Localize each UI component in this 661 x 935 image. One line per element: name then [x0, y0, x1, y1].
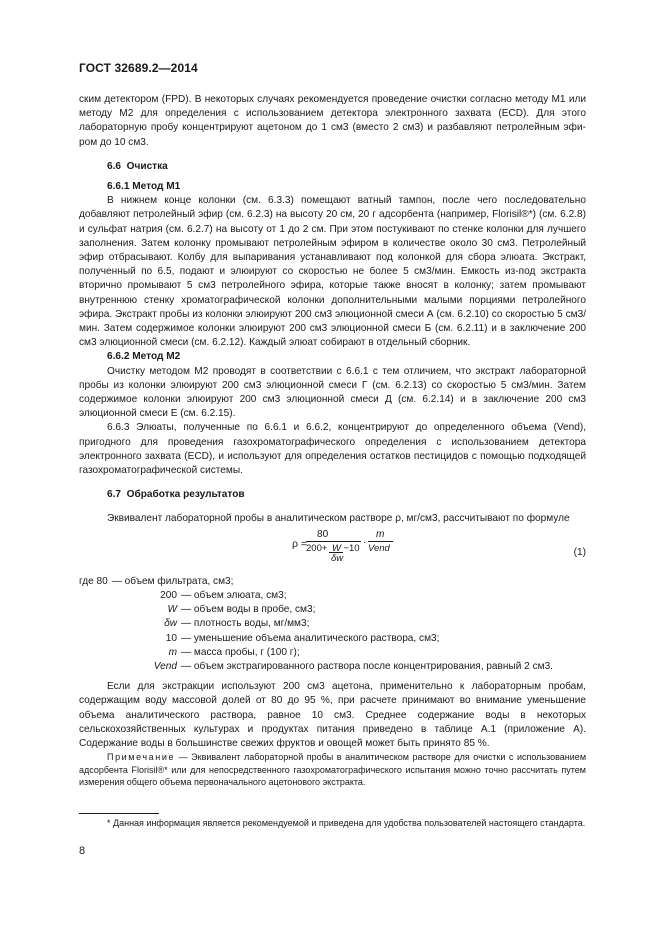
note-label: Примечание	[107, 752, 176, 763]
definition-row	[79, 632, 586, 646]
definition-row	[79, 617, 586, 631]
definition-row	[79, 589, 586, 603]
section-6-6-heading	[79, 160, 586, 174]
definition-text: — объем элюата, см3;	[181, 589, 287, 601]
definition-symbol: δw	[164, 618, 177, 630]
definition-row	[79, 660, 586, 674]
formula-block	[79, 527, 586, 575]
page-number: 8	[79, 845, 86, 857]
definition-symbol: 10	[165, 632, 177, 644]
intro-line-1: ским детектором (FPD). В некоторых случаях рекомендуется проведение очистки согласно методу M1	[79, 94, 566, 105]
footnote-divider	[79, 813, 159, 814]
section-number: 6.7	[107, 489, 122, 501]
sub-6-6-2-text: Очистку методом M2 проводят в соответствии с 6.6.1 с тем отличием, что экстракт лабораторной пробы из колонки элюируют 200 см3 элюционной смеси Г (см. 6.2.13) со скоростью 5 см3/мин. Затем содержимое колонки элюируют 200 см3 элюционной смеси Д (см. 6.2.14) и в заключение 200 см3 элюционной смеси Е (см. 6.2.15).	[79, 365, 586, 420]
den-left: 200+	[306, 542, 328, 554]
formula-delta-w: δw	[331, 552, 344, 564]
acetone-paragraph: Если для экстракции используют 200 см3 ацетона, применительно к лабораторным пробам, содержащим воду массовой долей от 80 до 95 %, при расчете принимают во внимание уменьшение объема аналитического раствора, равное 10 см3. Среднее содержание воды в некоторых сельскохозяйственных культурах и продуктах питания приведено в таблице А.1 (приложение А). Содержание воды в большинстве свежих фруктов и овощей может быть принято 85 %.	[79, 681, 586, 749]
definition-row	[79, 575, 586, 589]
standard-header: ГОСТ 32689.2—2014	[79, 61, 198, 75]
definition-text: — объем фильтрата, см3;	[111, 575, 234, 587]
formula-W: W	[332, 542, 341, 554]
definition-symbol: W	[167, 604, 177, 616]
definitions-list	[79, 575, 586, 674]
intro-line-2: или методу M2 для определения с использованием детектора электронного захвата (ECD). Для этого	[79, 94, 586, 120]
definition-symbol: Vend	[153, 660, 177, 672]
formula-number: (1)	[573, 546, 586, 558]
intro-line-4: ром до 10 см3.	[79, 136, 149, 148]
definition-symbol: где 80	[79, 575, 108, 587]
section-title: Очистка	[126, 160, 168, 172]
formula-numerator: 80	[317, 528, 329, 540]
note-text: — Эквивалент лабораторной пробы в аналитическом растворе для очистки с использованием адсорбента Florisil®* или для непосредственного газохроматографического испытания можно точно рассчитать путем измерения общего объема первоначального ацетонового экстракта.	[79, 752, 586, 788]
definition-symbol: m	[168, 646, 177, 658]
definition-text: — уменьшение объема аналитического раствора, см3;	[181, 632, 440, 644]
section-title: Обработка результатов	[126, 489, 245, 501]
definition-text: — масса пробы, г (100 г);	[181, 646, 300, 658]
section-6-7-heading	[79, 488, 586, 502]
definition-text: — объем воды в пробе, см3;	[181, 604, 316, 616]
note-paragraph	[79, 751, 586, 789]
formula-vend: Vend	[368, 542, 390, 554]
sub-6-6-3-text: 6.6.3 Элюаты, полученные по 6.6.1 и 6.6.2, концентрируют до определенного объема (Vend), пригодного для проведения газохроматографического определения с использованием детектора электронного захвата (ECD), и используют для определения остатков пестицидов с помощью подходящей газохроматографической системы.	[79, 422, 586, 477]
formula-m: m	[376, 528, 385, 540]
den-right: −10	[343, 542, 360, 554]
definition-row	[79, 646, 586, 660]
definition-text: — плотность воды, мг/мм3;	[181, 618, 310, 630]
formula-lead: Эквивалент лабораторной пробы в аналитическом растворе ρ, мг/см3, рассчитывают по формуле	[107, 513, 570, 525]
definition-text: — объем экстрагированного раствора после концентрирования, равный 2 см3.	[181, 660, 553, 672]
formula-rho: ρ =	[292, 537, 308, 550]
sub-6-6-2-heading: 6.6.2 Метод M2	[107, 351, 181, 363]
footnote: * Данная информация является рекомендуемой и приведена для удобства пользователей настоящего стандарта.	[107, 818, 586, 828]
sub-6-6-1-text: В нижнем конце колонки (см. 6.3.3) помещают ватный тампон, после чего последовательно добавляют петролейный эфир (см. 6.2.3) на высоту 20 см, 20 г адсорбента (например, Florisil®*) (см. 6.2.8) и сульфат натрия (см. 6.2.7) на высоту от 1 до 2 см. При этом постукивают по стенке колонки для лучшего заполнения. Затем колонку промывают петролейным эфиром в количестве около 30 см3. Петролейный эфир отбрасывают. Колбу для выпаривания устанавливают под колонкой для сбора элюата. Экстракт, полученный по 6.5, подают и элюируют со скоростью не более 5 см3/мин. Емкость из-под экстракта вторично промывают 5 см3 петролейного эфира, которые также вносят в колонку; затем промывают внутреннюю стенку хроматографической колонки дополнительными малыми порциями петролейного эфира. Экстракт пробы из колонки элюируют 200 см3 элюционной смеси А (см. 6.2.10) со скоростью 5 см3/мин. Затем содержимое колонки элюируют 200 см3 элюционной смеси Б (см. 6.2.11) и в заключение 200 см3 элюционной смеси (см. 6.2.12). Каждый элюат собирают в отдельный сборник.	[79, 195, 586, 349]
sub-6-6-1-heading: 6.6.1 Метод M1	[107, 181, 181, 193]
section-number: 6.6	[107, 160, 122, 172]
multiply-dot: ·	[363, 536, 367, 548]
page-body	[79, 93, 586, 789]
definition-row	[79, 603, 586, 617]
intro-paragraph	[79, 93, 586, 150]
intro-line-3: лабораторную пробу концентрируют ацетоном до 1 см3 (вместо 2 см3) и разбавляют петролейным эфи-	[79, 122, 586, 134]
definition-symbol: 200	[160, 589, 177, 601]
